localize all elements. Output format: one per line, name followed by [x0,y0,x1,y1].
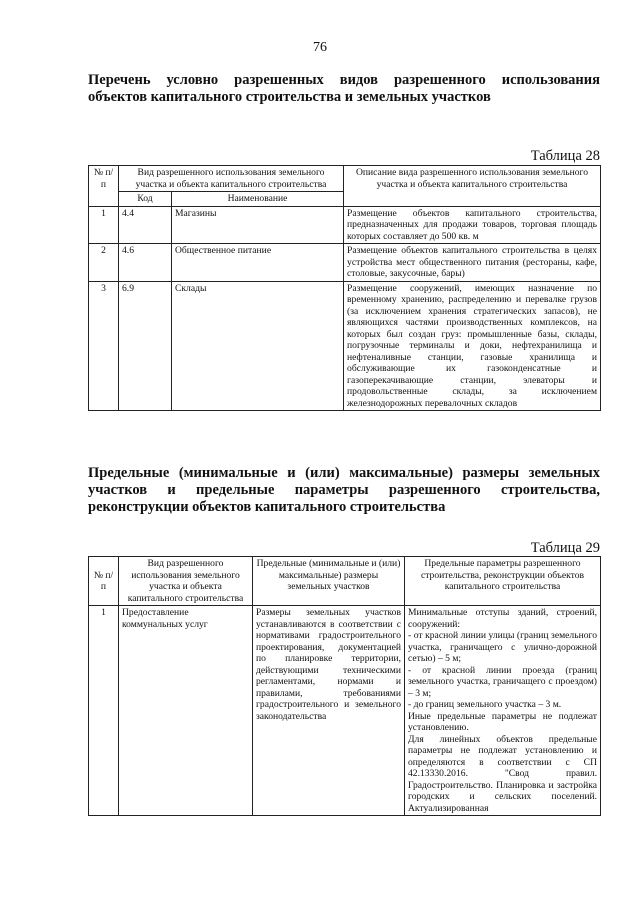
row-description: Размещение объектов капитального строительства в целях устройства мест общественного питания (рестораны, кафе, столовые, закусочные, бары) [344,244,601,282]
table-row [89,281,601,411]
row-description: Размещение объектов капитального строительства, предназначенных для продажи товаров, торговая площадь которых составляет до 500 кв. м [344,206,601,244]
header-num: № п/п [89,557,119,606]
table-row [89,206,601,244]
section-heading-limit-params: Предельные (минимальные и (или) максимальные) размеры земельных участков и предельные параметры разрешенного строительства, реконструкции объектов капитального строительства [88,465,600,515]
header-type: Вид разрешенного использования земельного участка и объекта капитального строительства [119,557,253,606]
table-caption-28: Таблица 28 [530,148,600,164]
row-name: Магазины [172,206,344,244]
row-code: 4.6 [119,244,172,282]
row-description: Размещение сооружений, имеющих назначение по временному хранению, распределению и перевалке грузов (за исключением хранения стратегических запасов), не являющихся частями производственных комплексов, на которых был создан груз: промышленные базы, склады, погрузочные терминалы и доки, нефтехранилища и нефтеналивные станции, газовые хранилища и обслуживающие их газоконденсатные и газоперекачивающие станции, элеваторы и продовольственные склады, за исключением железнодорожных перевалочных складов [344,281,601,411]
table-conditional-uses [88,165,601,411]
row-num: 1 [89,606,119,816]
table-caption-29: Таблица 29 [530,540,600,556]
param-line: Для линейных объектов предельные параметры не подлежат установлению и определяются в соответствии с СП 42.13330.2016. "Свод правил. Градостроительство. Планировка и застройка городских и сельских поселений. Актуализированная [408,733,597,814]
param-line: - до границ земельного участка – 3 м. [408,699,562,710]
param-line: - от красной линии проезда (границ земельного участка, граничащего с проездом) – 3 м; [408,664,597,699]
row-name: Общественное питание [172,244,344,282]
header-code: Код [119,192,172,207]
header-description: Описание вида разрешенного использования земельного участка и объекта капитального строительства [344,166,601,207]
row-params [405,606,601,816]
row-num: 2 [89,244,119,282]
page-number: 76 [313,40,327,55]
section-heading-permitted-uses: Перечень условно разрешенных видов разрешенного использования объектов капитального строительства и земельных участков [88,72,600,105]
table-limit-parameters [88,556,601,816]
header-sizes: Предельные (минимальные и (или) максимальные) размеры земельных участков [253,557,405,606]
row-name: Склады [172,281,344,411]
row-num: 1 [89,206,119,244]
header-num: № п/п [89,166,119,207]
header-type-group: Вид разрешенного использования земельного участка и объекта капитального строительства [119,166,344,192]
table-row [89,606,601,816]
header-name: Наименование [172,192,344,207]
row-sizes: Размеры земельных участков устанавливаются в соответствии с нормативами градостроительного проектирования, документацией по планировке территории, действующими техническими регламентами, нормами и правилами, требованиями градостроительного и земельного законодательства [253,606,405,816]
row-code: 4.4 [119,206,172,244]
row-num: 3 [89,281,119,411]
row-type: Предоставление коммунальных услуг [119,606,253,816]
header-params: Предельные параметры разрешенного строительства, реконструкции объектов капитального строительства [405,557,601,606]
param-line: Иные предельные параметры не подлежат установлению. [408,710,597,733]
param-line: - от красной линии улицы (границ земельного участка, граничащего с улично-дорожной сетью) – 5 м; [408,630,597,664]
param-line: Минимальные отступы зданий, строений, сооружений: [408,607,597,630]
table-row [89,244,601,282]
row-code: 6.9 [119,281,172,411]
